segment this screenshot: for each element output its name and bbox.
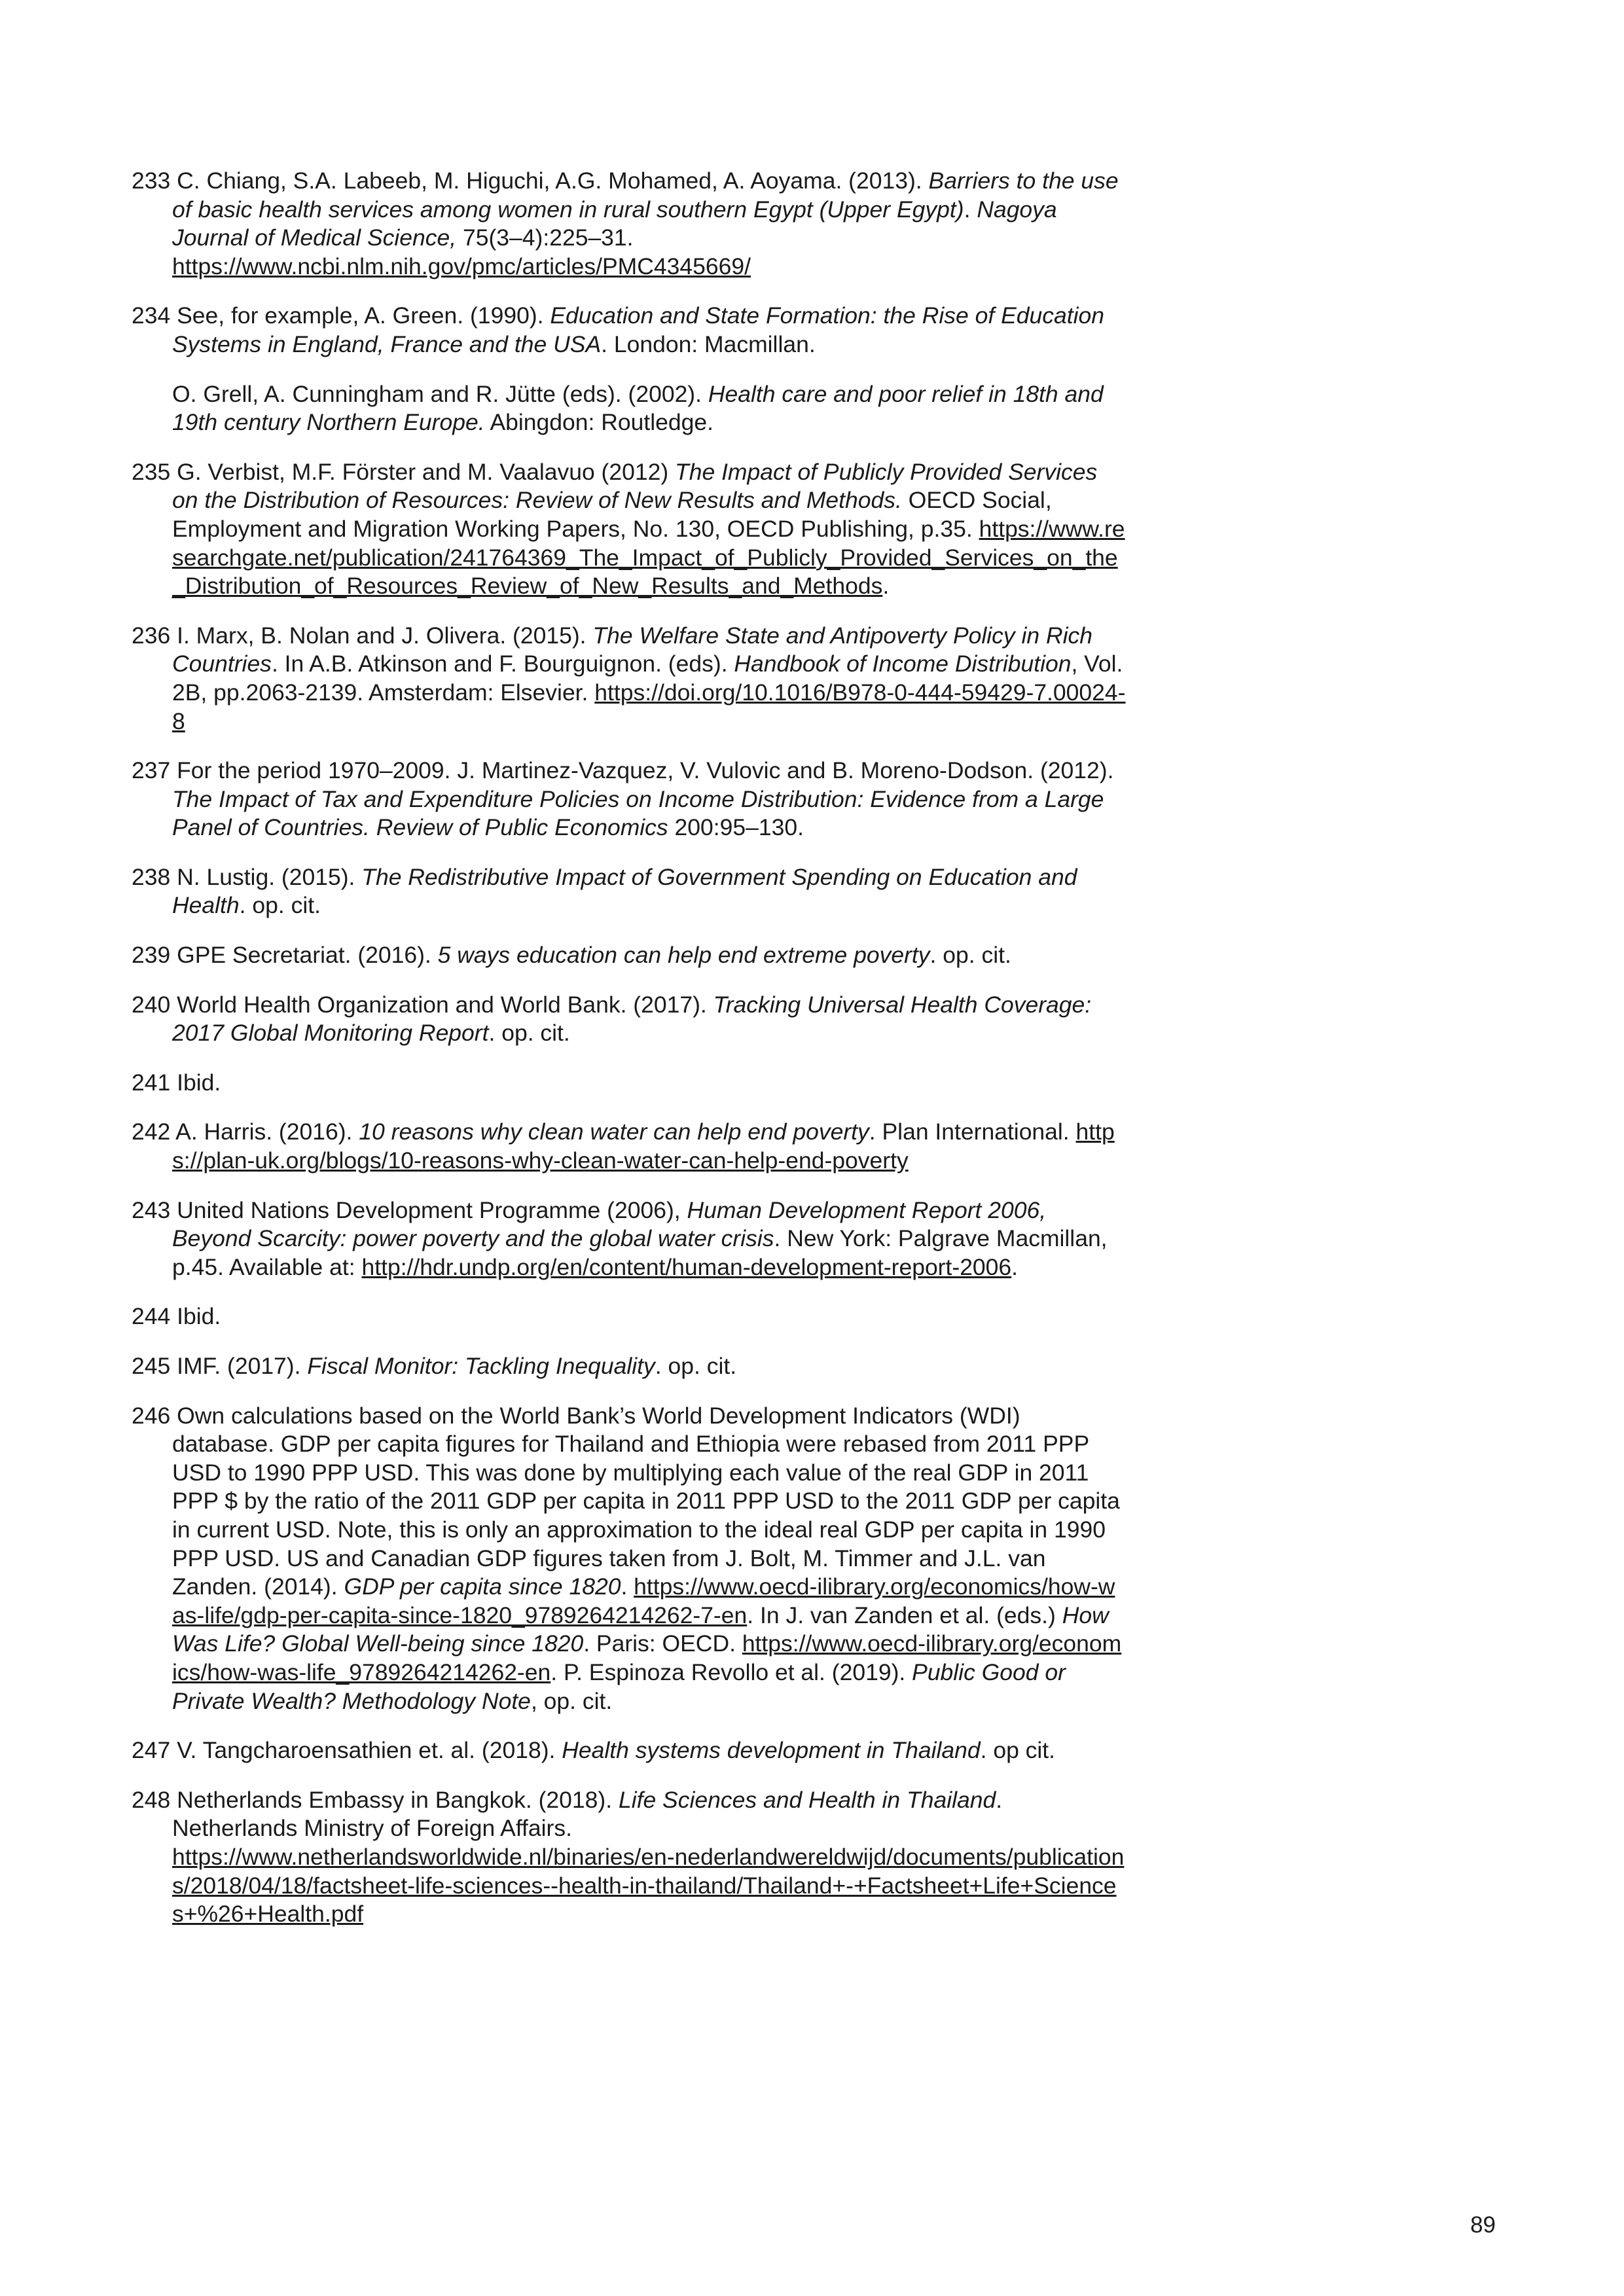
endnote-242: 242 A. Harris. (2016). 10 reasons why clean water can help end poverty. Plan International. https://plan-uk.org/blogs/10-reasons-why-clean-water-can-help-end-poverty (132, 1119, 1115, 1174)
endnote-237: 237 For the period 1970–2009. J. Martinez-Vazquez, V. Vulovic and B. Moreno-Dodson. (2012). The Impact of Tax and Expenditure Policies on Income Distribution: Evidence from a Large Panel of Countries. Review of Public Economics 200:95–130. (132, 757, 1114, 841)
note-number: 236 (132, 622, 171, 649)
note-number: 241 (132, 1069, 171, 1096)
endnote-234-continued: O. Grell, A. Cunningham and R. Jütte (eds). (2002). Health care and poor relief in 18th and 19th century Northern Europe. Abingdon: Routledge. (172, 380, 1104, 436)
note-number: 237 (132, 757, 171, 784)
note-number: 235 (132, 458, 171, 485)
note-number: 246 (132, 1402, 171, 1429)
note-number: 248 (132, 1786, 171, 1813)
citation-link[interactable]: https://www.netherlandsworldwide.nl/binaries/en-nederlandwereldwijd/documents/publications/2018/04/18/factsheet-life-sciences--health-in-thailand/Thailand+-+Factsheet+Life+Sciences+%26+Health.pdf (172, 1843, 1125, 1928)
note-number: 233 (132, 168, 171, 194)
endnote-243: 243 United Nations Development Programme (2006), Human Development Report 2006, Beyond Scarcity: power poverty and the global water crisis. New York: Palgrave Macmillan, p.45. Available at: http://hdr.undp.org/en/content/human-development-report-2006. (132, 1196, 1108, 1280)
endnote-235: 235 G. Verbist, M.F. Förster and M. Vaalavuo (2012) The Impact of Publicly Provided Services on the Distribution of Resources: Review of New Results and Methods. OECD Social, Employment and Migration Working Papers, No. 130, OECD Publishing, p.35. https://www.researchgate.net/publication/241764369_The_Impact_of_Publicly_Provided_Services_on_the_Distribution_of_Resources_Review_of_New_Results_and_Methods. (132, 458, 1125, 600)
citation-link[interactable]: https://www.researchgate.net/publication/241764369_The_Impact_of_Publicly_Provided_Services_on_the_Distribution_of_Resources_Review_of_New_Results_and_Methods (172, 515, 1125, 600)
endnote-236: 236 I. Marx, B. Nolan and J. Olivera. (2015). The Welfare State and Antipoverty Policy in Rich Countries. In A.B. Atkinson and F. Bourguignon. (eds). Handbook of Income Distribution, Vol. 2B, pp.2063-2139. Amsterdam: Elsevier. https://doi.org/10.1016/B978-0-444-59429-7.00024-8 (132, 622, 1126, 734)
note-number: 238 (132, 863, 171, 890)
page-number: 89 (1470, 2212, 1496, 2238)
endnote-238: 238 N. Lustig. (2015). The Redistributive Impact of Government Spending on Education and Health. op. cit. (132, 863, 1077, 919)
citation-link[interactable]: https://www.ncbi.nlm.nih.gov/pmc/articles/PMC4345669/ (172, 253, 751, 279)
note-number: 244 (132, 1303, 171, 1330)
note-number: 245 (132, 1353, 171, 1379)
note-number: 239 (132, 942, 171, 969)
endnote-239: 239 GPE Secretariat. (2016). 5 ways education can help end extreme poverty. op. cit. (132, 942, 1011, 969)
endnote-248: 248 Netherlands Embassy in Bangkok. (2018). Life Sciences and Health in Thailand. Netherlands Ministry of Foreign Affairs. https://www.netherlandsworldwide.nl/binaries/en-nederlandwereldwijd/documents/publications/2018/04/18/factsheet-life-sciences--health-in-thailand/Thailand+-+Factsheet+Life+Sciences+%26+Health.pdf (132, 1786, 1125, 1928)
note-number: 242 (132, 1119, 171, 1145)
endnote-245: 245 IMF. (2017). Fiscal Monitor: Tackling Inequality. op. cit. (132, 1353, 737, 1379)
endnote-240: 240 World Health Organization and World Bank. (2017). Tracking Universal Health Coverage: 2017 Global Monitoring Report. op. cit. (132, 991, 1092, 1047)
citation-link[interactable]: https://www.oecd-ilibrary.org/economics/how-was-life_9789264214262-en (172, 1630, 1122, 1685)
citation-link[interactable]: https://plan-uk.org/blogs/10-reasons-why-clean-water-can-help-end-poverty (172, 1119, 1115, 1174)
endnote-241: 241 Ibid. (132, 1069, 221, 1096)
note-number: 243 (132, 1196, 171, 1223)
endnote-233: 233 C. Chiang, S.A. Labeeb, M. Higuchi, A.G. Mohamed, A. Aoyama. (2013). Barriers to the use of basic health services among women in rural southern Egypt (Upper Egypt). Nagoya Journal of Medical Science, 75(3–4):225–31. https://www.ncbi.nlm.nih.gov/pmc/articles/PMC4345669/ (132, 168, 1119, 279)
endnotes-list (132, 167, 1127, 1950)
citation-link[interactable]: http://hdr.undp.org/en/content/human-development-report-2006 (361, 1253, 1012, 1280)
endnote-247: 247 V. Tangcharoensathien et. al. (2018). Health systems development in Thailand. op cit. (132, 1737, 1056, 1764)
endnote-244: 244 Ibid. (132, 1303, 221, 1330)
note-number: 234 (132, 302, 171, 329)
note-number: 247 (132, 1737, 171, 1764)
citation-link[interactable]: https://doi.org/10.1016/B978-0-444-59429-7.00024-8 (172, 679, 1126, 734)
citation-link[interactable]: https://www.oecd-ilibrary.org/economics/how-was-life/gdp-per-capita-since-1820_9789264214262-7-en (172, 1573, 1115, 1628)
endnote-246: 246 Own calculations based on the World Bank’s World Development Indicators (WDI) database. GDP per capita figures for Thailand and Ethiopia were rebased from 2011 PPP USD to 1990 PPP USD. This was done by multiplying each value of the real GDP in 2011 PPP $ by the ratio of the 2011 GDP per capita in 2011 PPP USD to the 2011 GDP per capita in current USD. Note, this is only an approximation to the ideal real GDP per capita in 1990 PPP USD. US and Canadian GDP figures taken from J. Bolt, M. Timmer and J.L. van Zanden. (2014). GDP per capita since 1820. https://www.oecd-ilibrary.org/economics/how-was-life/gdp-per-capita-since-1820_9789264214262-7-en. In J. van Zanden et al. (eds.) How Was Life? Global Well-being since 1820. Paris: OECD. https://www.oecd-ilibrary.org/economics/how-was-life_9789264214262-en. P. Espinoza Revollo et al. (2019). Public Good or Private Wealth? Methodology Note, op. cit. (132, 1402, 1122, 1714)
note-number: 240 (132, 991, 171, 1018)
endnote-234: 234 See, for example, A. Green. (1990). Education and State Formation: the Rise of Education Systems in England, France and the USA. London: Macmillan. (132, 302, 1104, 357)
